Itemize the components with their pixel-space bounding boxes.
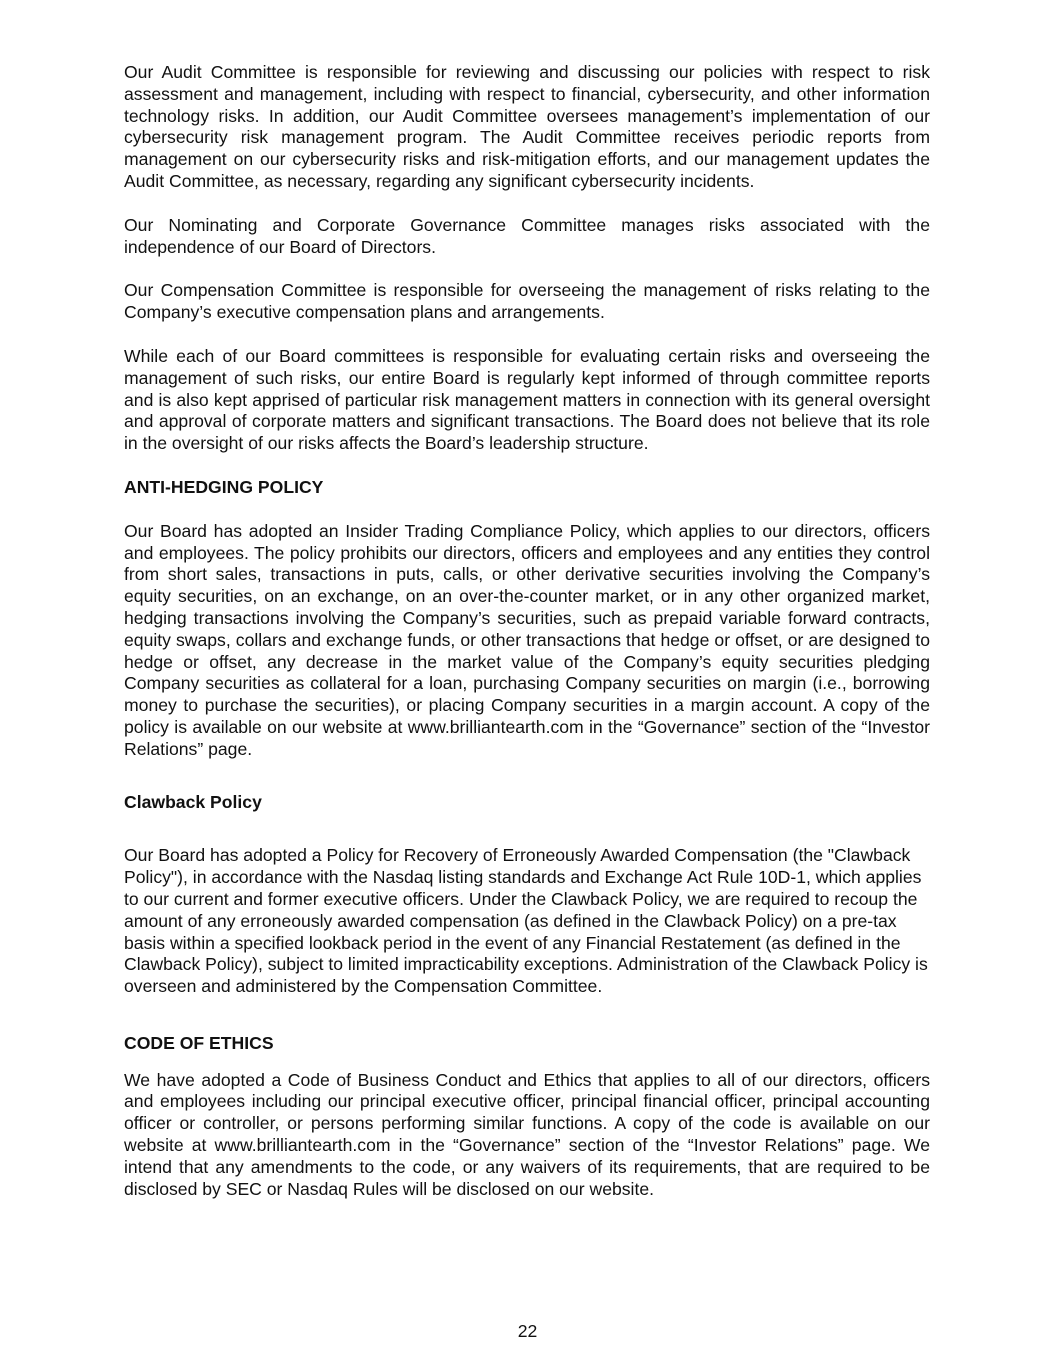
audit-committee-paragraph: Our Audit Committee is responsible for reviewing and discussing our policies with respect to risk assessment and management, including with respect to financial, cybersecurity, and other information technology risks. In addition, our Audit Committee oversees management’s implementation of our cybersecurity risk management program. The Audit Committee receives periodic reports from management on our cybersecurity risks and risk-mitigation efforts, and our management updates the Audit Committee, as necessary, regarding any significant cybersecurity incidents. (124, 62, 930, 191)
compensation-committee-paragraph: Our Compensation Committee is responsible for overseeing the management of risks relating to the Company’s executive compensation plans and arrangements. (124, 280, 930, 323)
code-of-ethics-heading: CODE OF ETHICS (124, 1032, 274, 1053)
clawback-heading: Clawback Policy (124, 791, 262, 812)
board-oversight-paragraph: While each of our Board committees is responsible for evaluating certain risks and overseeing the management of such risks, our entire Board is regularly kept informed of through committee reports and is also kept apprised of particular risk management matters in connection with its general oversight and approval of corporate matters and significant transactions. The Board does not believe that its role in the oversight of our risks affects the Board’s leadership structure. (124, 345, 930, 454)
anti-hedging-heading: ANTI-HEDGING POLICY (124, 476, 324, 497)
nominating-committee-paragraph: Our Nominating and Corporate Governance Committee manages risks associated with the independence of our Board of Directors. (124, 214, 930, 257)
anti-hedging-paragraph: Our Board has adopted an Insider Trading Compliance Policy, which applies to our directors, officers and employees. The policy prohibits our directors, officers and employees and any entities they control from short sales, transactions in puts, calls, or other derivative securities involving the Company’s equity securities, on an exchange, on an over-the-counter market, or in any other organized market, hedging transactions involving the Company’s securities, such as prepaid variable forward contracts, equity swaps, collars and exchange funds, or other transactions that hedge or offset, or are designed to hedge or offset, any decrease in the market value of the Company’s equity securities pledging Company securities as collateral for a loan, purchasing Company securities on margin (i.e., borrowing money to purchase the securities), or placing Company securities in a margin account. A copy of the policy is available on our website at www.brilliantearth.com in the “Governance” section of the “Investor Relations” page. (124, 520, 930, 759)
page-number: 22 (517, 1321, 538, 1341)
code-of-ethics-paragraph: We have adopted a Code of Business Conduct and Ethics that applies to all of our directors, officers and employees including our principal executive officer, principal financial officer, principal accounting officer or controller, or persons performing similar functions. A copy of the code is available on our website at www.brilliantearth.com in the “Governance” section of the “Investor Relations” page. We intend that any amendments to the code, or any waivers of its requirements, that are required to be disclosed by SEC or Nasdaq Rules will be disclosed on our website. (124, 1069, 930, 1199)
document-page (124, 62, 930, 1200)
clawback-paragraph: Our Board has adopted a Policy for Recovery of Erroneously Awarded Compensation (the "Clawback Policy"), in accordance with the Nasdaq listing standards and Exchange Act Rule 10D-1, which applies to our current and former executive officers. Under the Clawback Policy, we are required to recoup the amount of any erroneously awarded compensation (as defined in the Clawback Policy) on a pre-tax basis within a specified lookback period in the event of any Financial Restatement (as defined in the Clawback Policy), subject to limited impracticability exceptions. Administration of the Clawback Policy is overseen and administered by the Compensation Committee. (124, 845, 928, 997)
